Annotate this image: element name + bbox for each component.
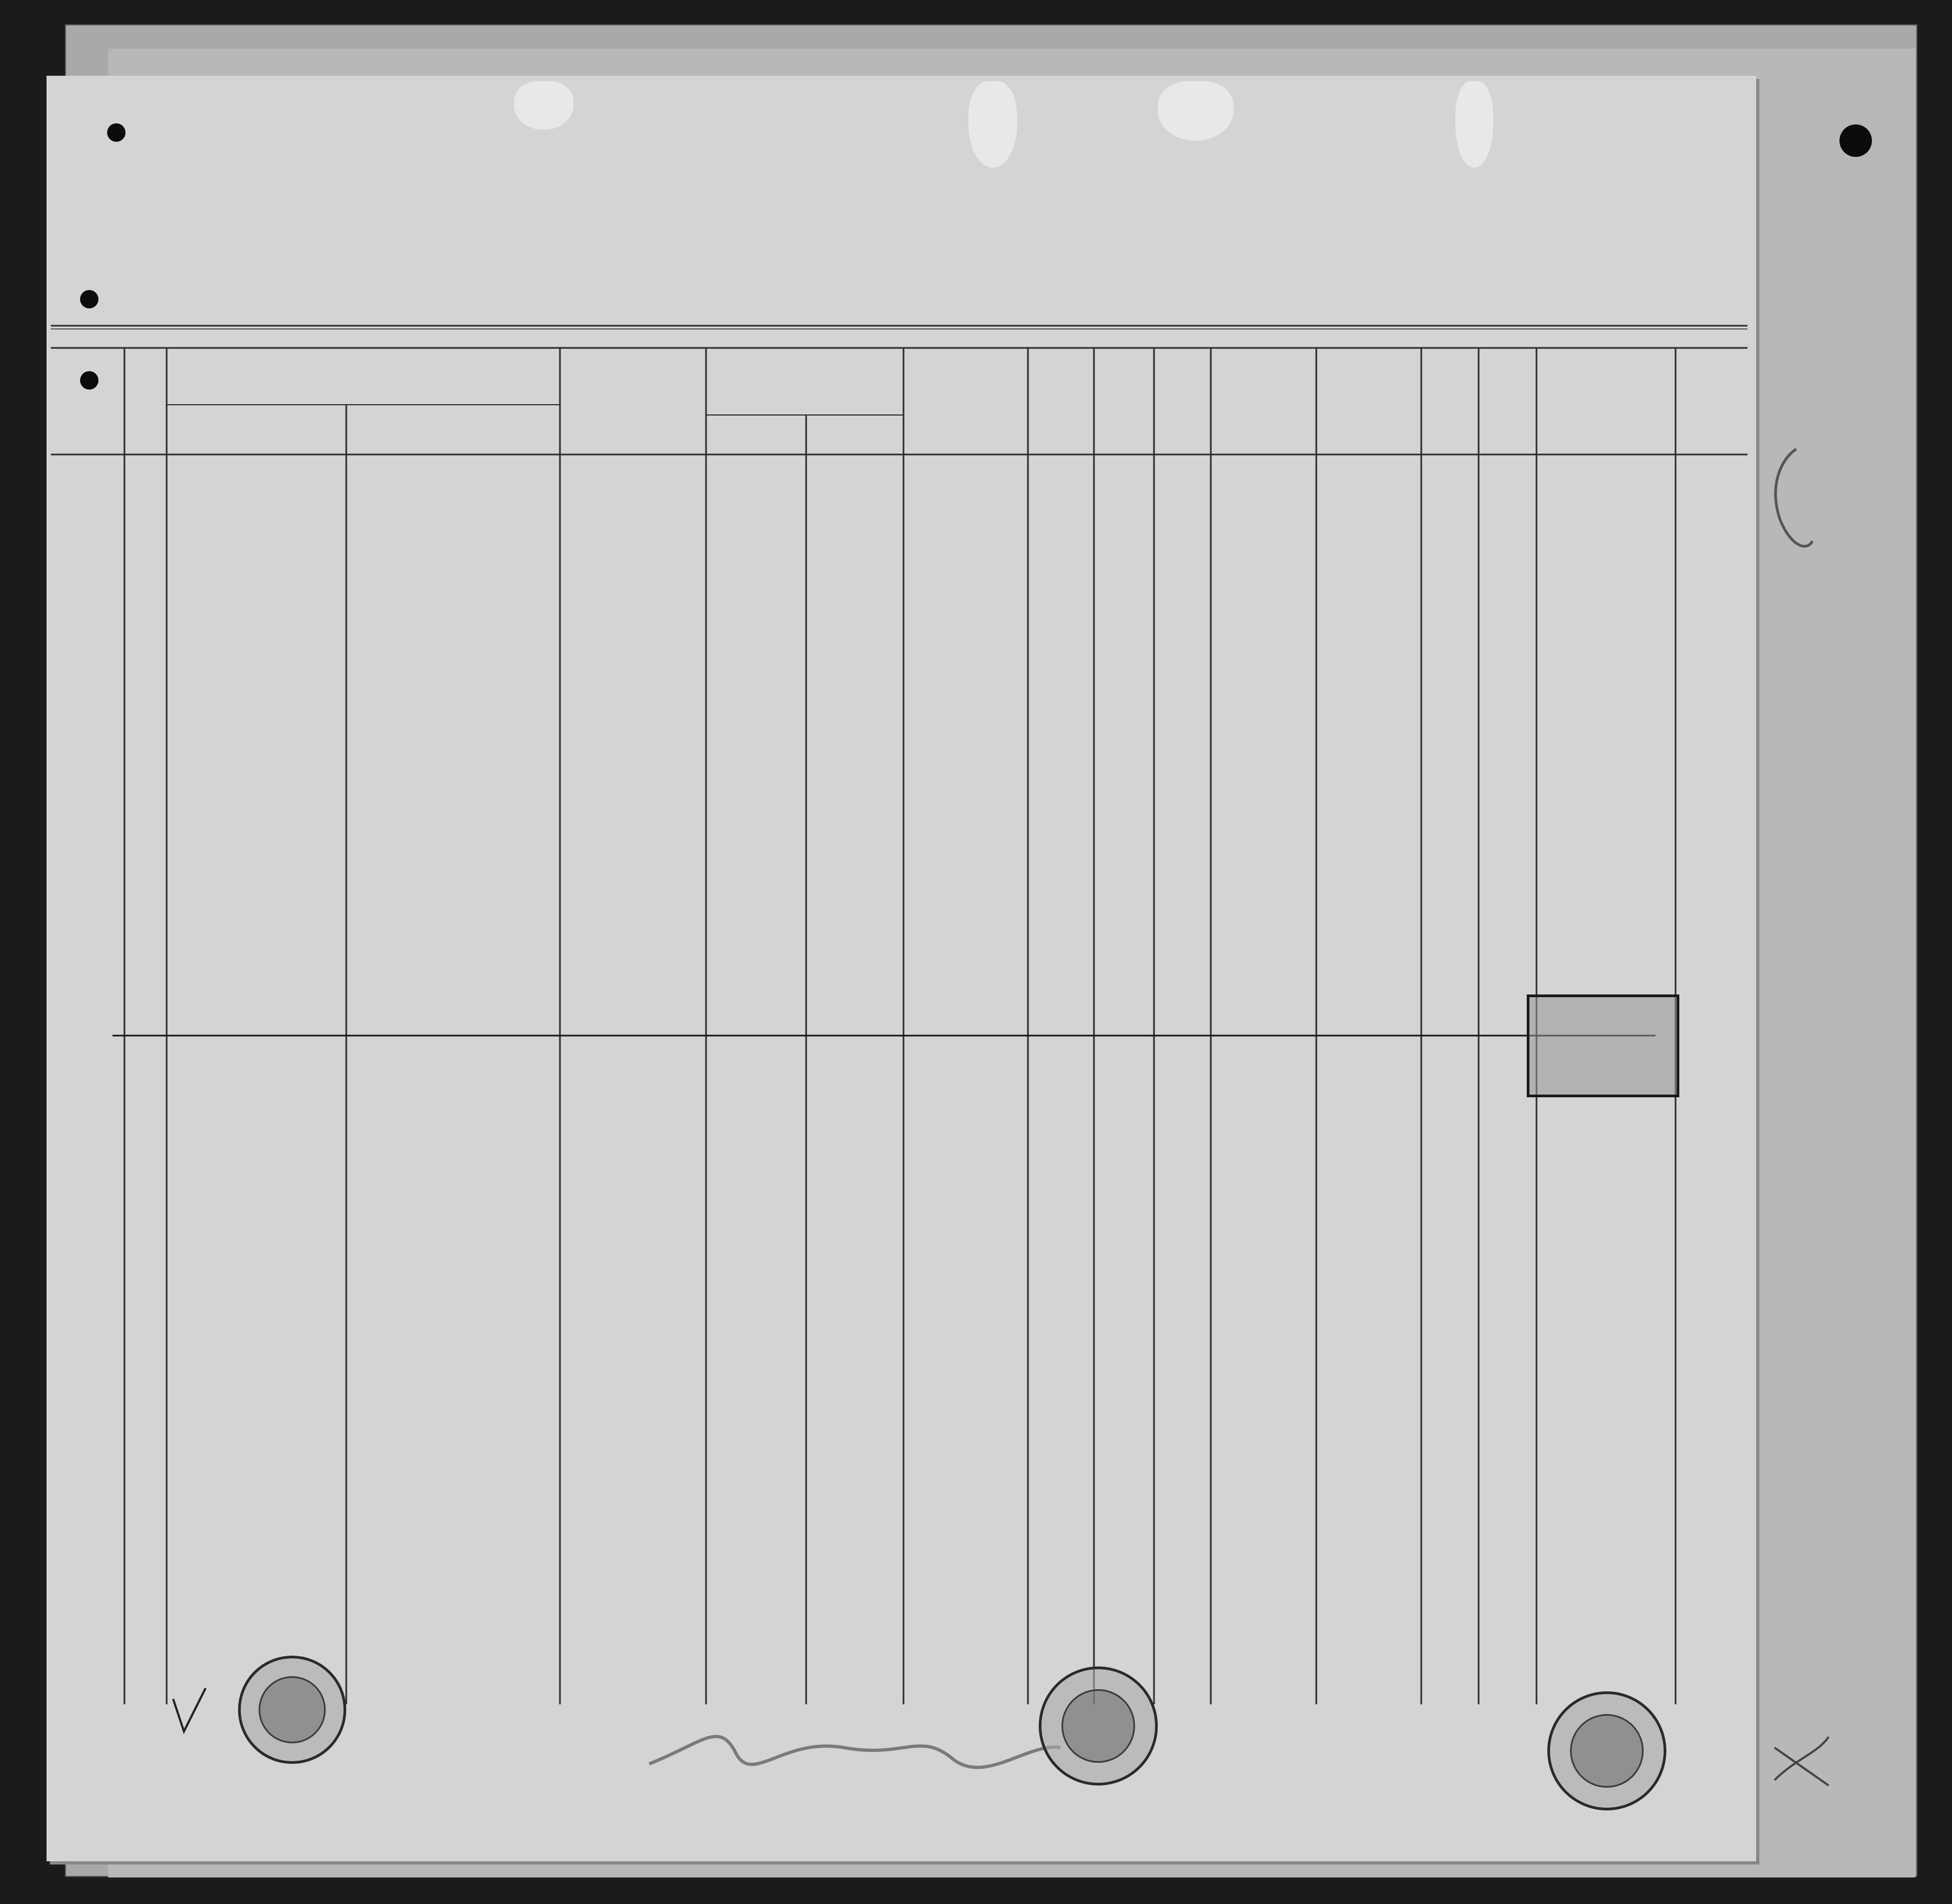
inspector-signature: [649, 1736, 1060, 1767]
consulate-seal: [1547, 1691, 1666, 1810]
consulate-seal: [1039, 1666, 1158, 1786]
consulate-date-stamp: [1527, 994, 1679, 1097]
consulate-seal: [238, 1656, 346, 1764]
